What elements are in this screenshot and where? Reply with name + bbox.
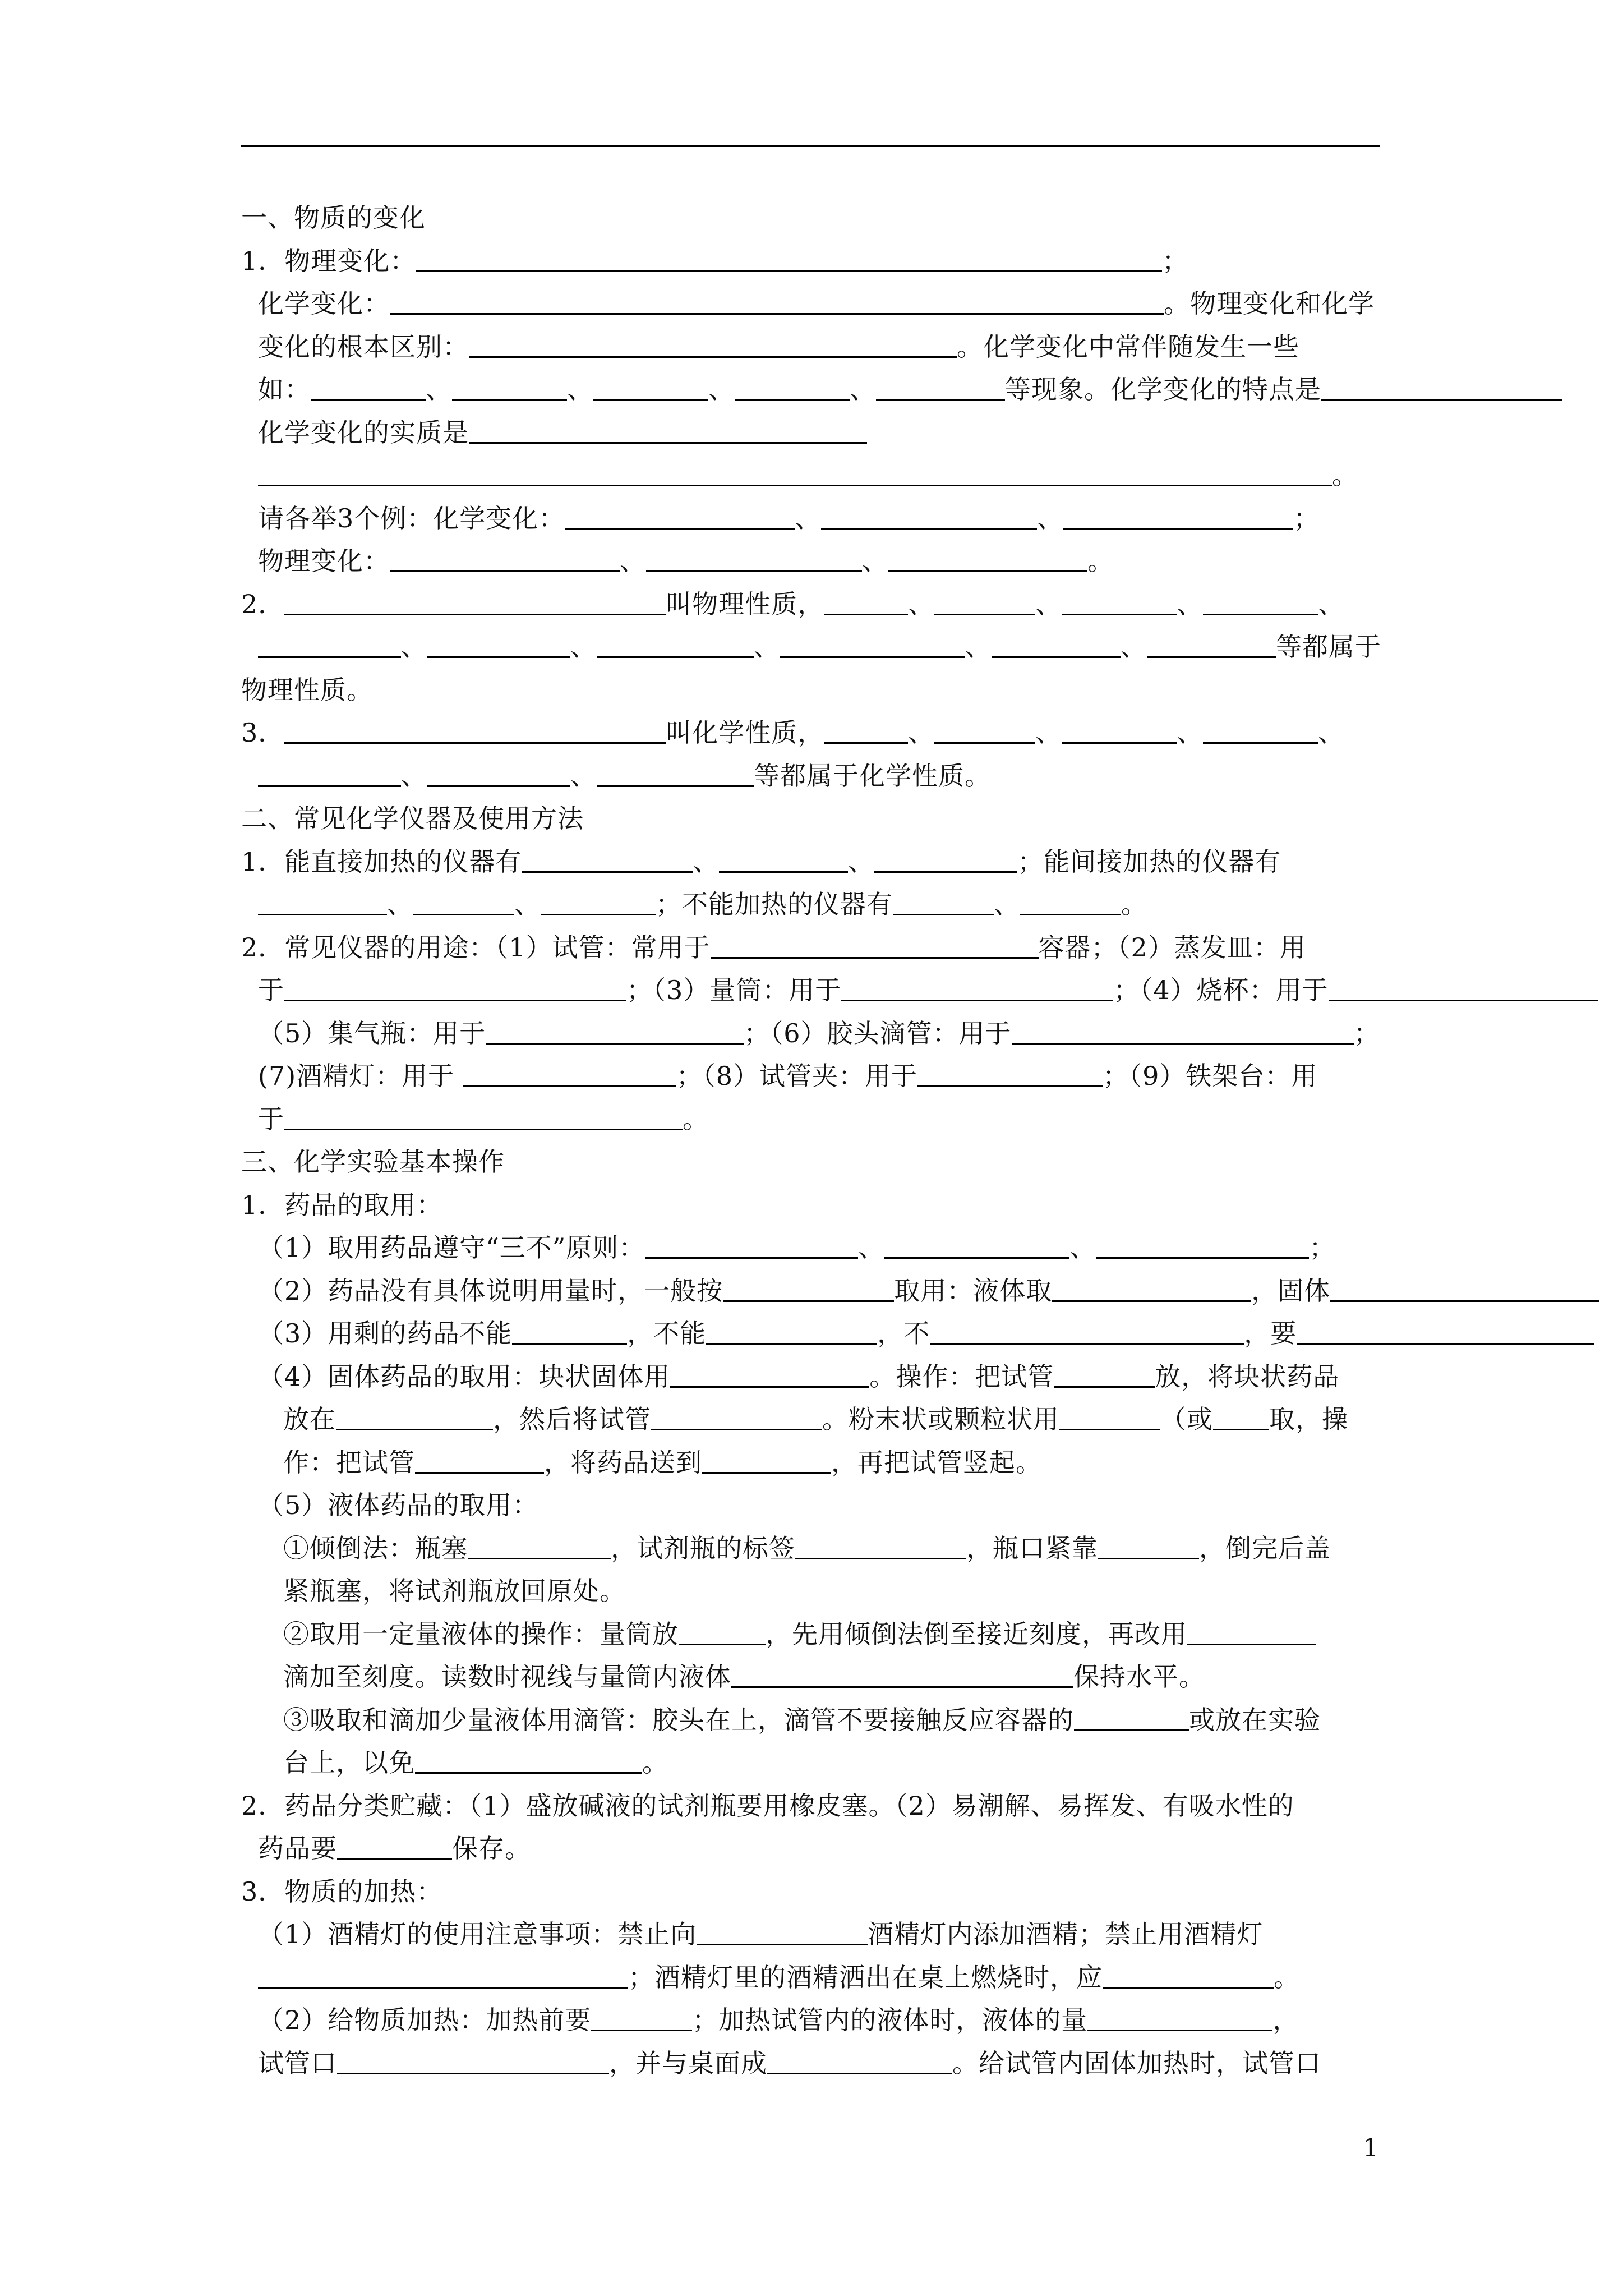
line-text: 。: [1087, 546, 1114, 576]
line-text: 。物理变化和化学: [1164, 288, 1375, 319]
line-text: 于: [258, 1103, 284, 1134]
answer-blank[interactable]: [930, 1317, 1244, 1345]
line-text: 、: [1035, 588, 1062, 619]
line-text: ；: [1309, 1232, 1336, 1263]
line-text: 等都属于化学性质。: [754, 760, 991, 791]
line-text: 、: [401, 760, 427, 791]
worksheet-line: [241, 797, 1623, 840]
answer-blank[interactable]: [452, 373, 567, 401]
line-text: 、: [401, 632, 427, 662]
answer-blank[interactable]: [1103, 1961, 1274, 1989]
worksheet-line: [241, 1913, 1623, 1956]
worksheet-line: [241, 1570, 1623, 1613]
worksheet-line: [241, 669, 1623, 712]
worksheet-line: [241, 368, 1623, 411]
line-text: 2．常见仪器的用途：（1）试管：常用于: [241, 932, 711, 963]
line-text: ；能间接加热的仪器有: [1017, 846, 1281, 877]
line-text: 、: [754, 632, 780, 662]
line-text: 紧瓶塞，将试剂瓶放回原处。: [283, 1576, 626, 1606]
answer-blank[interactable]: [934, 588, 1035, 615]
line-text: 3．: [241, 717, 285, 748]
answer-blank[interactable]: [1059, 1403, 1160, 1430]
answer-blank[interactable]: [723, 1274, 894, 1302]
worksheet-line: [241, 969, 1623, 1012]
answer-blank[interactable]: [258, 888, 387, 915]
worksheet-line: [241, 540, 1623, 583]
answer-blank[interactable]: [416, 245, 1162, 272]
line-text: 保持水平。: [1073, 1662, 1205, 1692]
worksheet-line: [241, 926, 1623, 969]
line-text: 三、化学实验基本操作: [241, 1147, 505, 1177]
line-text: 酒精灯内添加酒精；禁止用酒精灯: [868, 1919, 1264, 1949]
answer-blank[interactable]: [702, 1446, 831, 1474]
answer-blank[interactable]: [884, 1231, 1069, 1259]
line-text: 容器；（2）蒸发皿：用: [1038, 932, 1306, 963]
line-text: 物理性质。: [241, 674, 373, 705]
answer-blank[interactable]: [258, 631, 401, 658]
line-text: （或: [1160, 1404, 1213, 1434]
answer-blank[interactable]: [893, 888, 994, 915]
line-text: ，瓶口紧靠: [966, 1533, 1098, 1563]
line-text: 。化学变化中常伴随发生一些: [957, 331, 1299, 362]
answer-blank[interactable]: [824, 588, 908, 615]
worksheet-line: [241, 1140, 1623, 1184]
line-text: 。操作：把试管: [869, 1361, 1054, 1392]
line-text: 、: [1318, 588, 1345, 619]
answer-blank[interactable]: [468, 1532, 611, 1559]
line-text: 、: [858, 1232, 885, 1263]
line-text: 物理变化：: [258, 546, 390, 576]
answer-blank[interactable]: [888, 545, 1087, 572]
line-text: 保存。: [452, 1833, 531, 1864]
line-text: (7)酒精灯：用于: [258, 1061, 463, 1091]
line-text: 等现象。化学变化的特点是: [1005, 374, 1321, 404]
answer-blank[interactable]: [591, 2004, 692, 2031]
answer-blank[interactable]: [522, 845, 693, 873]
answer-blank[interactable]: [670, 1360, 869, 1388]
line-text: ；加热试管内的液体时，液体的量: [692, 2005, 1088, 2035]
line-text: ，试剂瓶的标签: [611, 1533, 795, 1563]
worksheet-body: [241, 196, 1623, 2085]
worksheet-line: [241, 1784, 1623, 1828]
line-text: ，再把试管竖起。: [831, 1447, 1042, 1478]
worksheet-line: [241, 1699, 1623, 1742]
line-text: 。: [683, 1103, 709, 1134]
answer-blank[interactable]: [1074, 1704, 1189, 1731]
line-text: 于: [258, 975, 284, 1005]
answer-blank[interactable]: [711, 931, 1039, 959]
line-text: 、: [994, 889, 1020, 919]
line-text: 、: [848, 846, 875, 877]
worksheet-line: [241, 196, 1623, 240]
line-text: ，然后将试管: [493, 1404, 651, 1434]
line-text: （2）给物质加热：加热前要: [258, 2005, 592, 2035]
line-text: 等都属于: [1276, 632, 1381, 662]
worksheet-line: [241, 1398, 1623, 1441]
line-text: ；（6）胶头滴管：用于: [744, 1018, 1012, 1048]
answer-blank[interactable]: [735, 373, 850, 401]
worksheet-line: [241, 711, 1623, 754]
worksheet-line: [241, 840, 1623, 884]
line-text: ；（3）量筒：用于: [626, 975, 842, 1005]
line-text: 、: [965, 632, 992, 662]
worksheet-line: [241, 325, 1623, 369]
answer-blank[interactable]: [876, 373, 1005, 401]
worksheet-line: [241, 1012, 1623, 1055]
worksheet-line: [241, 1184, 1623, 1227]
answer-blank[interactable]: [1098, 1532, 1199, 1559]
worksheet-line: [241, 1312, 1623, 1355]
page-number: 1: [1363, 2134, 1378, 2162]
answer-blank[interactable]: [706, 1317, 877, 1345]
line-text: ①倾倒法：瓶塞: [283, 1533, 468, 1563]
line-text: 1．物理变化：: [241, 245, 417, 276]
answer-blank[interactable]: [1297, 1317, 1594, 1345]
answer-blank[interactable]: [1020, 888, 1121, 915]
answer-blank[interactable]: [1147, 631, 1276, 658]
worksheet-line: [241, 1355, 1623, 1398]
answer-blank[interactable]: [795, 1532, 966, 1559]
line-text: 2．: [241, 588, 285, 619]
worksheet-line: [241, 282, 1623, 325]
worksheet-line: [241, 625, 1623, 669]
line-text: 、: [908, 588, 935, 619]
line-text: ，要: [1244, 1318, 1297, 1349]
answer-blank[interactable]: [719, 845, 848, 873]
answer-blank[interactable]: [284, 974, 626, 1001]
line-text: 、: [514, 889, 541, 919]
answer-blank[interactable]: [841, 974, 1113, 1001]
answer-blank[interactable]: [337, 1832, 452, 1860]
answer-blank[interactable]: [1187, 1618, 1316, 1645]
answer-blank[interactable]: [390, 545, 620, 572]
line-text: 、: [1318, 717, 1345, 748]
line-text: （3）用剩的药品不能: [258, 1318, 513, 1349]
line-text: （1）酒精灯的使用注意事项：禁止向: [258, 1919, 697, 1949]
line-text: ③吸取和滴加少量液体用滴管：胶头在上，滴管不要接触反应容器的: [283, 1704, 1074, 1735]
worksheet-line: [241, 754, 1623, 798]
answer-blank[interactable]: [1203, 716, 1318, 744]
line-text: 。粉末状或颗粒状用: [822, 1404, 1059, 1434]
answer-blank[interactable]: [679, 1618, 766, 1645]
answer-blank[interactable]: [311, 373, 426, 401]
answer-blank[interactable]: [874, 845, 1017, 873]
line-text: 、: [1177, 717, 1204, 748]
answer-blank[interactable]: [413, 888, 514, 915]
worksheet-line: [241, 411, 1623, 454]
answer-blank[interactable]: [512, 1317, 627, 1345]
line-text: 请各举3个例：化学变化：: [258, 503, 565, 533]
answer-blank[interactable]: [469, 330, 957, 358]
line-text: 试管口: [258, 2047, 337, 2078]
line-text: ，倒完后盖: [1199, 1533, 1331, 1563]
line-text: 、: [795, 503, 822, 533]
worksheet-line: [241, 1999, 1623, 2042]
worksheet-line: [241, 1655, 1623, 1699]
answer-blank[interactable]: [645, 1231, 858, 1259]
line-text: 台上，以免: [283, 1747, 415, 1778]
line-text: 取用：液体取: [894, 1275, 1053, 1306]
answer-blank[interactable]: [597, 760, 754, 787]
line-text: 1．能直接加热的仪器有: [241, 846, 522, 877]
line-text: 。: [1274, 1962, 1300, 1993]
line-text: 化学变化的实质是: [258, 417, 469, 448]
worksheet-line: [241, 1269, 1623, 1313]
line-text: ，并与桌面成: [609, 2047, 767, 2078]
line-text: （5）液体药品的取用：: [258, 1490, 539, 1520]
answer-blank[interactable]: [824, 716, 908, 744]
line-text: 、: [1069, 1232, 1096, 1263]
answer-blank[interactable]: [427, 631, 570, 658]
line-text: 化学变化：: [258, 288, 390, 319]
line-text: （1）取用药品遵守“三不”原则：: [258, 1232, 645, 1263]
answer-blank[interactable]: [767, 2047, 952, 2074]
worksheet-line: [241, 454, 1623, 497]
line-text: 。: [1332, 460, 1358, 490]
answer-blank[interactable]: [427, 760, 570, 787]
line-text: ；: [1353, 1018, 1380, 1048]
answer-blank[interactable]: [415, 1746, 642, 1774]
line-text: 放，将块状药品: [1155, 1361, 1340, 1392]
line-text: ；（8）试管夹：用于: [676, 1061, 918, 1091]
answer-blank[interactable]: [821, 502, 1037, 530]
answer-blank[interactable]: [1054, 1360, 1155, 1388]
worksheet-line: [241, 1956, 1623, 1999]
answer-blank[interactable]: [284, 716, 666, 744]
line-text: 、: [1121, 632, 1147, 662]
line-text: 、: [708, 374, 735, 404]
line-text: 一、物质的变化: [241, 203, 426, 233]
answer-blank[interactable]: [731, 1660, 1073, 1688]
worksheet-line: [241, 1613, 1623, 1656]
answer-blank[interactable]: [463, 1060, 676, 1087]
line-text: 取，操: [1269, 1404, 1348, 1434]
answer-blank[interactable]: [1063, 502, 1293, 530]
answer-blank[interactable]: [917, 1060, 1103, 1087]
answer-blank[interactable]: [992, 631, 1121, 658]
worksheet-line: [241, 1870, 1623, 1913]
line-text: 、: [1035, 717, 1062, 748]
answer-blank[interactable]: [934, 716, 1035, 744]
line-text: 、: [570, 632, 597, 662]
line-text: ，不能: [627, 1318, 707, 1349]
answer-blank[interactable]: [565, 502, 795, 530]
answer-blank[interactable]: [390, 287, 1164, 315]
answer-blank[interactable]: [597, 631, 754, 658]
line-text: （2）药品没有具体说明用量时，一般按: [258, 1275, 723, 1306]
answer-blank[interactable]: [258, 760, 401, 787]
line-text: （4）固体药品的取用：块状固体用: [258, 1361, 671, 1392]
line-text: ，不: [877, 1318, 930, 1349]
line-text: 、: [908, 717, 935, 748]
line-text: 、: [1177, 588, 1204, 619]
worksheet-line: [241, 1827, 1623, 1870]
answer-blank[interactable]: [258, 459, 1332, 486]
line-text: 、: [426, 374, 452, 404]
line-text: ，: [1272, 2005, 1299, 2035]
answer-blank[interactable]: [1096, 1231, 1309, 1259]
line-text: 滴加至刻度。读数时视线与量筒内液体: [283, 1662, 731, 1692]
line-text: 、: [862, 546, 888, 576]
line-text: 、: [693, 846, 720, 877]
answer-blank[interactable]: [258, 1961, 628, 1989]
line-text: 二、常见化学仪器及使用方法: [241, 803, 584, 834]
line-text: 。给试管内固体加热时，试管口: [952, 2047, 1321, 2078]
answer-blank[interactable]: [1213, 1403, 1269, 1430]
worksheet-line: [241, 240, 1623, 283]
worksheet-line: [241, 1741, 1623, 1784]
line-text: 叫化学性质，: [666, 717, 824, 748]
worksheet-line: [241, 1527, 1623, 1570]
line-text: ，先用倾倒法倒至接近刻度，再改用: [766, 1618, 1187, 1649]
line-text: 药品要: [258, 1833, 337, 1864]
line-text: ；（4）烧杯：用于: [1113, 975, 1329, 1005]
line-text: 放在: [283, 1404, 336, 1434]
line-text: 叫物理性质，: [666, 588, 824, 619]
answer-blank[interactable]: [1329, 974, 1598, 1001]
answer-blank[interactable]: [337, 2047, 609, 2074]
line-text: 、: [387, 889, 413, 919]
line-text: ②取用一定量液体的操作：量筒放: [283, 1618, 679, 1649]
line-text: 2．药品分类贮藏：（1）盛放碱液的试剂瓶要用橡皮塞。（2）易潮解、易挥发、有吸水性的: [241, 1790, 1294, 1821]
line-text: 、: [570, 760, 597, 791]
worksheet-line: [241, 1441, 1623, 1484]
worksheet-line: [241, 2042, 1623, 2085]
line-text: ；: [1293, 503, 1320, 533]
answer-blank[interactable]: [284, 588, 666, 615]
answer-blank[interactable]: [1062, 716, 1177, 744]
answer-blank[interactable]: [651, 1403, 822, 1430]
line-text: 、: [850, 374, 876, 404]
answer-blank[interactable]: [1087, 2004, 1272, 2031]
line-text: ；不能加热的仪器有: [656, 889, 893, 919]
answer-blank[interactable]: [780, 631, 965, 658]
line-text: 、: [1037, 503, 1064, 533]
line-text: 1．药品的取用：: [241, 1189, 443, 1220]
answer-blank[interactable]: [469, 416, 867, 444]
line-text: 。: [642, 1747, 668, 1778]
answer-blank[interactable]: [1062, 588, 1177, 615]
answer-blank[interactable]: [1203, 588, 1318, 615]
line-text: 如：: [258, 374, 311, 404]
line-text: ；（9）铁架台：用: [1103, 1061, 1318, 1091]
answer-blank[interactable]: [646, 545, 862, 572]
line-text: ；: [1162, 245, 1189, 276]
worksheet-line: [241, 883, 1623, 926]
line-text: ；酒精灯里的酒精洒出在桌上燃烧时，应: [628, 1962, 1103, 1993]
answer-blank[interactable]: [415, 1446, 544, 1474]
line-text: 、: [620, 546, 646, 576]
answer-blank[interactable]: [1012, 1017, 1354, 1045]
line-text: ，将药品送到: [544, 1447, 702, 1478]
answer-blank[interactable]: [486, 1017, 744, 1045]
line-text: （5）集气瓶：用于: [258, 1018, 486, 1048]
answer-blank[interactable]: [541, 888, 656, 915]
line-text: 3．物质的加热：: [241, 1876, 443, 1907]
worksheet-line: [241, 1098, 1623, 1141]
worksheet-line: [241, 1484, 1623, 1527]
worksheet-line: [241, 497, 1623, 540]
line-text: 、: [567, 374, 593, 404]
answer-blank[interactable]: [1330, 1274, 1599, 1302]
header-rule: [241, 145, 1380, 147]
worksheet-line: [241, 583, 1623, 626]
answer-blank[interactable]: [284, 1103, 683, 1130]
answer-blank[interactable]: [697, 1918, 868, 1945]
line-text: 变化的根本区别：: [258, 331, 469, 362]
line-text: 。: [1121, 889, 1147, 919]
line-text: ，固体: [1251, 1275, 1331, 1306]
answer-blank[interactable]: [593, 373, 708, 401]
answer-blank[interactable]: [336, 1403, 493, 1430]
line-text: 作：把试管: [283, 1447, 415, 1478]
answer-blank[interactable]: [1321, 373, 1562, 401]
answer-blank[interactable]: [1052, 1274, 1251, 1302]
worksheet-line: [241, 1055, 1623, 1098]
worksheet-line: [241, 1226, 1623, 1269]
line-text: 或放在实验: [1189, 1704, 1321, 1735]
